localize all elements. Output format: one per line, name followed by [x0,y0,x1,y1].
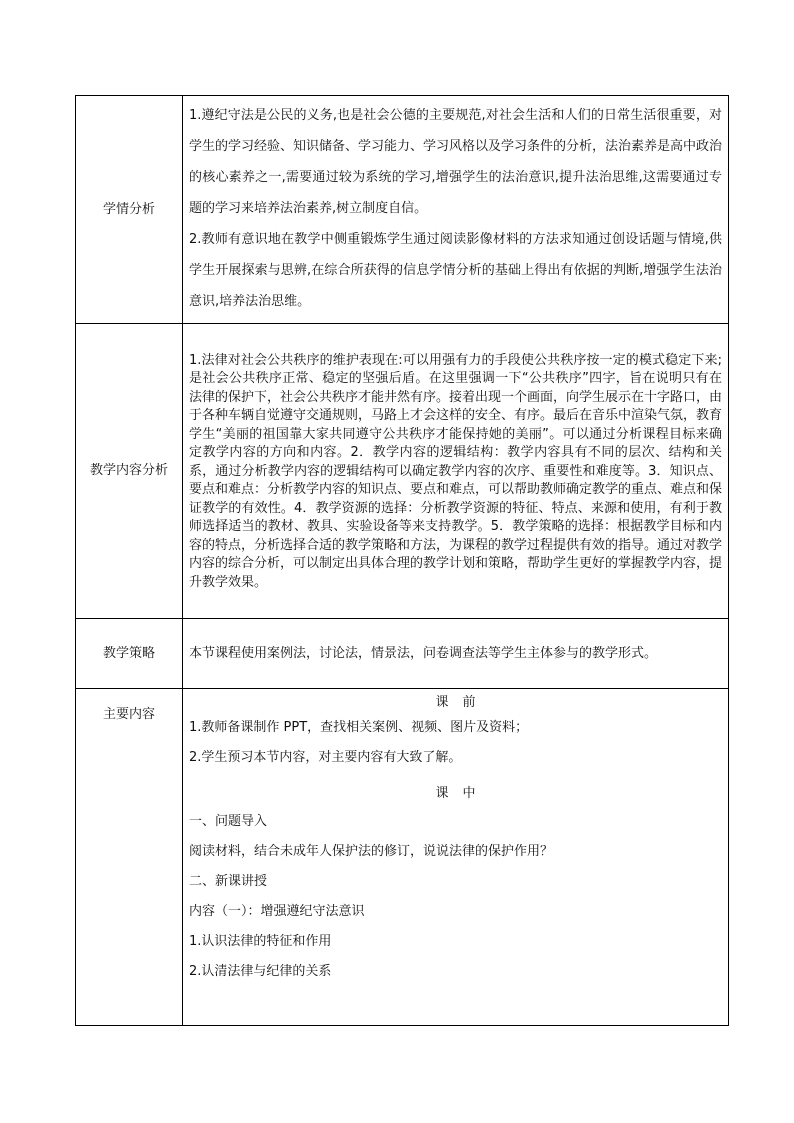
content-cell-content-analysis [183,324,729,619]
label-content-analysis: 教学内容分析 [89,463,168,479]
in-class-item: 内容（一）：增强遵纪守法意识 [189,904,365,919]
content-cell-main-content [183,689,729,1026]
before-class-item: 1.教师备课制作 PPT，查找相关案例、视频、图片及资料； [189,720,529,735]
in-class-item: 一、问题导入 [189,814,268,829]
in-class-item: 2.认清法律与纪律的关系 [189,964,332,979]
content-analysis-text-part-2: ”。可以通过分析课程目标来确定教学内容的方向和内容。2．教学内容的逻辑结构：教学内容具有不同的层次、结构和关系，通过分析教学内容的逻辑结构可以确定教学内容的次序、重要性和难度等。3．知识点、要点和难点：分析教学内容的知识点、要点和难点，可以帮助教师确定教学的重点、难点和保证教学的有效性。4．教学资源的选择：分析教学资源的特征、特点、来源和使用，有利于教师选择适当的教材、教具、实验设备等来支持教学。5．教学策略的选择：根据教学目标和内容的特点，分析选择合适的教学策略和方法，为课程的教学过程提供有效的指导。通过对教学内容的综合分析，可以制定出具体合理的教学计划和策略，帮助学生更好的掌握教学内容，提升教学效果。 [189,426,723,590]
label-cell-student-analysis [76,96,183,324]
in-class-item: 1.认识法律的特征和作用 [189,934,332,949]
label-main-content: 主要内容 [102,707,155,722]
lesson-plan-table [75,95,729,1026]
before-class-item: 2.学生预习本节内容，对主要内容有大致了解。 [189,750,462,765]
student-analysis-paragraph-1: 1.遵纪守法是公民的义务,也是社会公德的主要规范,对社会生活和人们的日常生活很重要，对学生的学习经验、知识储备、学习能力、学习风格以及学习条件的分析，法治素养是高中政治的核心素养之一,需要通过较为系统的学习,增强学生的法治意识,提升法治思维,这需要通过专题的学习来培养法治素养,树立制度自信。 [189,108,723,216]
student-analysis-paragraph-2: 2.教师有意识地在教学中侧重锻炼学生通过阅读影像材料的方法求知通过创设话题与情境,供学生开展探索与思辨,在综合所获得的信息学情分析的基础上得出有依据的判断,增强学生法治意识,培养法治思维。 [189,232,722,309]
label-teaching-strategy: 教学策略 [102,645,155,661]
in-class-item: 阅读材料，结合未成年人保护法的修订，说说法律的保护作用？ [189,844,554,859]
in-class-item: 二、新课讲授 [189,874,268,889]
before-class-body [183,711,728,777]
label-cell-teaching-strategy [76,619,183,689]
teaching-strategy-text: 本节课程使用案例法，讨论法，情景法，问卷调查法等学生主体参与的教学形式。 [189,645,658,661]
in-class-heading: 课中 [435,785,490,801]
label-cell-content-analysis [76,324,183,619]
content-cell-teaching-strategy [183,619,729,689]
row-main-content [76,689,729,1026]
content-analysis-quote: 美丽的祖国靠大家共同遵守公共秩序才能保持她的美丽 [222,426,543,442]
before-class-heading: 课前 [435,694,490,710]
main-content-subtable [183,689,728,1025]
content-cell-student-analysis [183,96,729,324]
content-analysis-text-part-1: 1.法律对社会公共秩序的维护表现在:可以用强有力的手段使公共秩序按一定的模式稳定下来;是社会公共秩序正常、稳定的坚强后盾。在这里强调一下“公共秩序”四字，旨在说明只有在法律的保护下，社会公共秩序才能井然有序。接着出现一个画面，向学生展示在十字路口，由于各种车辆自觉遵守交通规则，马路上才会这样的安全、有序。最后在音乐中渲染气氛，教育学生“ [189,352,723,442]
in-class-body [183,805,728,1025]
label-student-analysis: 学情分析 [102,201,155,217]
row-content-analysis [76,324,729,619]
content-analysis-text [183,348,728,595]
row-teaching-strategy [76,619,729,689]
label-cell-main-content [76,689,183,1026]
row-student-analysis [76,96,729,324]
